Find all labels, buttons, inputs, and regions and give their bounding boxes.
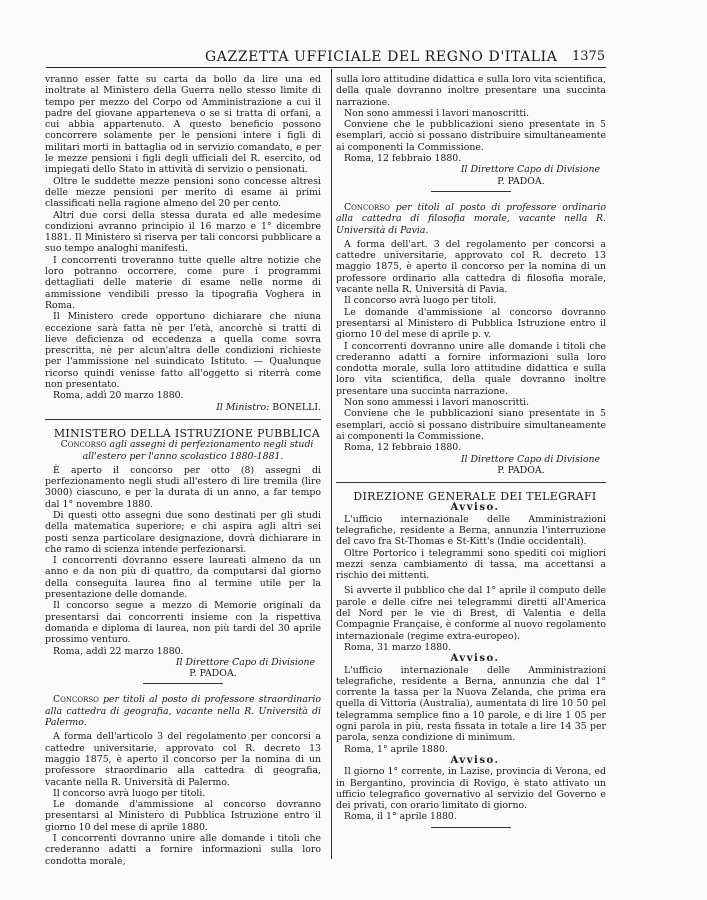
concorso-heading <box>45 439 321 462</box>
paragraph: Non sono ammessi i lavori manoscritti. <box>344 107 530 119</box>
avviso-heading: Avviso. <box>450 653 500 665</box>
paragraph: Oltre le suddette mezze pensioni sono concesse altresì delle mezze pensioni per merito di esame ai primi classificati nella ragione almeno del 20 per cento. <box>45 175 321 210</box>
telegraph-title: DIREZIONE GENERALE DEI TELEGRAFI <box>353 490 597 504</box>
paragraph: vranno esser fatte su carta da bollo da lire una ed inoltrate al Ministero della Guerra nello stesso limite di tempo per mezzo del Corpo od Amministrazione a cui il padre del giovane apparteneva o se si tratta di orfani, a cui abbia appartenuto. A questo beneficio possono concorrere solamente per le pensioni intere i figli di militari morti in battaglia od in servizio comandato, e per le mezze pensioni i figli degli ufficiali del R. esercito, od impiegati dello Stato in attività di servizio o pensionati. <box>45 74 321 176</box>
paragraph: A forma dell'art. 3 del regolamento per concorsi a cattedre universitarie, approvato col R. decreto 13 maggio 1875, è aperto il concorso per la nomina di un professore ordinario alla cattedra di filosofia morale, vacante nella R. Università di Pavia. <box>336 238 606 296</box>
concorso-title: agli assegni di perfezionamento negli studi all'estero per l'anno scolastico 1880-1881. <box>82 439 314 462</box>
paragraph: Il concorso segue a mezzo di Memorie originali da presentarsi dai concorrenti insieme con la rispettiva domanda e diploma di laurea, non più tardi del 30 aprile prossimo venturo. <box>45 600 321 646</box>
left-column <box>45 74 321 867</box>
paragraph: Le domande d'ammissione al concorso dovranno presentarsi al Ministero di Pubblica Istruzione entro il giorno 10 del mese di aprile 1880. <box>45 799 321 833</box>
date-line: Roma, 12 febbraio 1880. <box>344 153 462 165</box>
concorso-title: per titoli al posto di professore ordinario alla cattedra di filosofia morale, vacante nella R. Università di Pavia. <box>336 201 606 236</box>
paragraph: L'ufficio internazionale delle Amministrazioni telegrafiche, residente a Berna, annunzia l'interruzione del cavo fra St-Thomas e St-Kitt's (Indie occidentali). <box>336 513 606 548</box>
gazette-title: GAZZETTA UFFICIALE DEL REGNO D'ITALIA <box>205 49 558 65</box>
paragraph: I concorrenti dovranno essere laureati almeno da un anno e da non più di quattro, da computarsi dal giorno della conseguita laurea fino al termine utile per la presentazione delle domande. <box>45 555 321 601</box>
paragraph: sulla loro attitudine didattica e sulla loro vita scientifica, della quale dovranno inoltre presentare una succinta narrazione. <box>336 74 606 108</box>
paragraph: Il concorso avrà luogo per titoli. <box>344 295 497 307</box>
paragraph: I concorrenti dovranno unire alle domande i titoli che crederanno adatti a fornire informazioni sulla loro condotta morale, sulla loro attitudine didattica e sulla loro vita scientifica, della quale dovranno inoltre presentare una succinta narrazione. <box>336 340 606 397</box>
paragraph: Di questi otto assegni due sono destinati per gli studi della matematica superiore; e chi aspira agli altri sei posti senza particolare designazione, dovrà dichiarare in che ramo di scienza intende perfezionarsi. <box>45 509 321 555</box>
page-number: 1375 <box>572 49 606 64</box>
paragraph: Conviene che le pubblicazioni siano presentate in 5 esemplari, acciò si possano distribuire simultaneamente ai componenti la Commissione. <box>336 408 606 442</box>
right-column <box>336 74 606 832</box>
column-divider <box>331 69 332 859</box>
paragraph: Il giorno 1° corrente, in Lazise, provincia di Verona, ed in Bergantino, provincia di Rovigo, è stato attivato un ufficio telegrafico governativo al servizio del Governo e dei privati, con orario limitato di giorno. <box>336 766 606 812</box>
signature-role: Il Ministro: <box>216 401 270 413</box>
signature-name: P. PADOA. <box>497 464 545 476</box>
date-line: Roma, 1° aprile 1880. <box>344 743 448 755</box>
avviso-heading: Avviso. <box>450 502 500 514</box>
signature <box>45 402 321 413</box>
short-divider <box>143 683 223 684</box>
section-divider <box>45 419 321 420</box>
paragraph: Il concorso avrà luogo per titoli. <box>53 787 206 799</box>
concorso-heading <box>45 694 321 728</box>
paragraph: È aperto il concorso per otto (8) assegni di perfezionamento negli studi all'estero di lire tremila (lire 3000) ciascuno, e per la durata di un anno, a far tempo dal 1° novembre 1880. <box>45 464 321 510</box>
concorso-lead: Concorso <box>60 439 107 451</box>
section-divider <box>336 482 606 483</box>
header-rule <box>46 67 606 68</box>
paragraph: Si avverte il pubblico che dal 1° aprile il computo delle parole e delle cifre nei telegrammi diretti all'America del Nord per le vie di Brest, di Valentia e della Compagnie Française, è conforme al nuovo regolamento internazionale (regime extra-europeo). <box>336 585 606 642</box>
paragraph: I concorrenti troveranno tutte quelle altre notizie che loro potranno occorrere, come pure i programmi dettagliati delle materie di esame nelle norme di ammissione vendibili presso la tipografia Voghera in Roma. <box>45 254 321 311</box>
concorso-lead: Concorso <box>344 201 390 213</box>
signature-role: Il Direttore Capo di Divisione <box>460 453 600 465</box>
paragraph: L'ufficio internazionale delle Amministrazioni telegrafiche, residente a Berna, annunzia che dal 1° corrente la tassa per la Nuova Zelanda, che prima era quella di Vittoria (Australia), aumentata di lire 10 50 pel telegramma semplice fino a 10 parole, e di lire 1 05 per ogni parola in più, resta fissata in totale a lire 14 35 per parola, senza condizione di minimum. <box>336 664 606 744</box>
signature-name: P. PADOA. <box>189 668 237 680</box>
avviso-heading: Avviso. <box>450 754 500 766</box>
signature-role: Il Direttore Capo di Divisione <box>175 656 315 668</box>
paragraph: Non sono ammessi i lavori manoscritti. <box>344 397 530 409</box>
date-line: Roma, 31 marzo 1880. <box>344 641 452 653</box>
date-line: Roma, addì 22 marzo 1880. <box>53 645 184 657</box>
date-line: Roma, addì 20 marzo 1880. <box>53 390 184 402</box>
signature-role: Il Direttore Capo di Divisione <box>460 164 600 176</box>
date-line: Roma, 12 febbraio 1880. <box>344 442 462 454</box>
date-line: Roma, il 1° aprile 1880. <box>344 811 457 823</box>
paragraph: Oltre Portorico i telegrammi sono spediti coi migliori mezzi senza cambiamento di tassa, ma accettansi a rischio dei mittenti. <box>336 547 606 582</box>
paragraph: Altri due corsi della stessa durata ed alle medesime condizioni avranno principio il 16 marzo e 1° dicembre 1881. Il Ministero si riserva per tali concorsi pubblicare a suo tempo analoghi manifesti. <box>45 209 321 255</box>
concorso-heading <box>336 202 606 236</box>
paragraph: Il Ministero crede opportuno dichiarare che niuna eccezione sarà fatta nè per l'età, ancorchè si tratti di lieve deficienza od eccedenza a quella come sovra prescritta, nè per alcun'altra delle condizioni richieste per l'ammissione nel suindicato Istituto. — Qualunque ricorso quindi venisse fatto all'oggetto si riterrà come non presentato. <box>45 311 321 391</box>
signature-name: BONELLI. <box>272 401 321 413</box>
paragraph: A forma dell'articolo 3 del regolamento per concorsi a cattedre universitarie, approvato col R. decreto 13 maggio 1875, è aperto il concorso per la nomina di un professore straordinario alla cattedra di geografia, vacante nella R. Università di Palermo. <box>45 731 321 788</box>
concorso-lead: Concorso <box>53 694 99 706</box>
paragraph: I concorrenti dovranno unire alle domande i titoli che crederanno adatti a fornire informazioni sulla loro condotta morale, <box>45 833 321 867</box>
paragraph: Conviene che le pubblicazioni sieno presentate in 5 esemplari, acciò si possano distribuire simultaneamente ai componenti la Commissione. <box>336 119 606 153</box>
short-divider <box>431 827 511 828</box>
signature-name: P. PADOA. <box>497 175 545 187</box>
concorso-title: per titoli al posto di professore straordinario alla cattedra di geografia, vacante nella R. Università di Palermo. <box>45 694 321 729</box>
ministry-title: MINISTERO DELLA ISTRUZIONE PUBBLICA <box>53 426 321 440</box>
short-divider <box>431 191 511 192</box>
paragraph: Le domande d'ammissione al concorso dovranno presentarsi al Ministero di Pubblica Istruzione entro il giorno 10 del mese di aprile p. v. <box>336 306 606 341</box>
